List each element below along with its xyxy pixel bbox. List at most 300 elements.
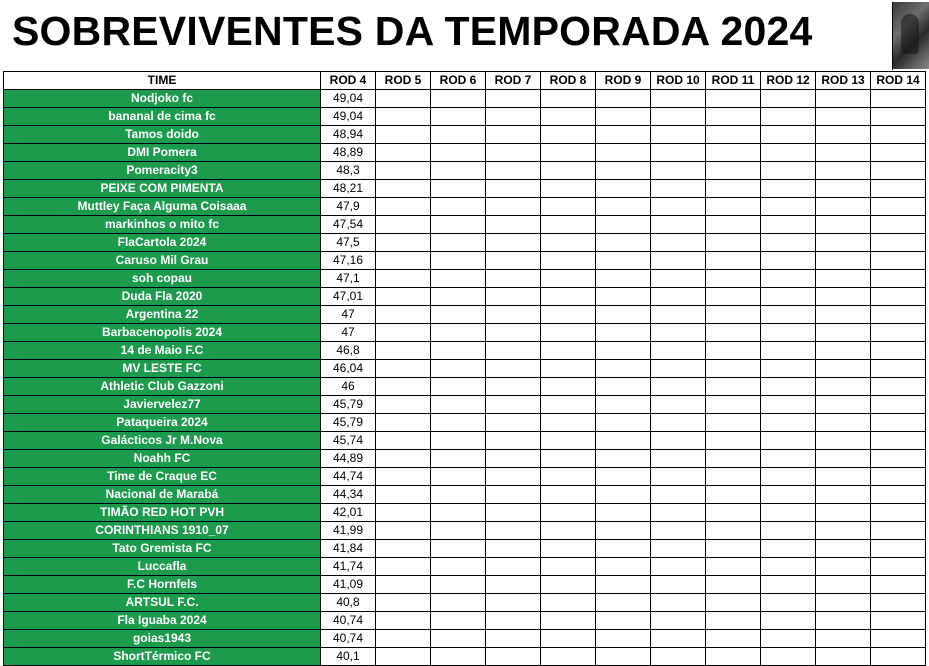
empty-score-cell[interactable] [761,126,816,144]
empty-score-cell[interactable] [376,180,431,198]
empty-score-cell[interactable] [651,612,706,630]
empty-score-cell[interactable] [871,504,926,522]
empty-score-cell[interactable] [706,252,761,270]
empty-score-cell[interactable] [596,108,651,126]
empty-score-cell[interactable] [541,378,596,396]
empty-score-cell[interactable] [431,378,486,396]
column-header-round[interactable]: ROD 7 [486,72,541,90]
rod4-score-cell[interactable]: 48,3 [321,162,376,180]
empty-score-cell[interactable] [596,198,651,216]
empty-score-cell[interactable] [431,252,486,270]
empty-score-cell[interactable] [706,180,761,198]
empty-score-cell[interactable] [431,306,486,324]
rod4-score-cell[interactable]: 40,1 [321,648,376,666]
rod4-score-cell[interactable]: 48,21 [321,180,376,198]
empty-score-cell[interactable] [431,324,486,342]
empty-score-cell[interactable] [486,378,541,396]
empty-score-cell[interactable] [486,468,541,486]
empty-score-cell[interactable] [376,630,431,648]
column-header-round[interactable]: ROD 5 [376,72,431,90]
empty-score-cell[interactable] [431,450,486,468]
empty-score-cell[interactable] [761,414,816,432]
empty-score-cell[interactable] [816,468,871,486]
empty-score-cell[interactable] [541,648,596,666]
empty-score-cell[interactable] [486,630,541,648]
empty-score-cell[interactable] [871,540,926,558]
empty-score-cell[interactable] [706,360,761,378]
rod4-score-cell[interactable]: 47,01 [321,288,376,306]
empty-score-cell[interactable] [541,324,596,342]
empty-score-cell[interactable] [871,612,926,630]
empty-score-cell[interactable] [706,504,761,522]
empty-score-cell[interactable] [596,126,651,144]
empty-score-cell[interactable] [651,648,706,666]
empty-score-cell[interactable] [486,306,541,324]
rod4-score-cell[interactable]: 47 [321,324,376,342]
team-name-cell[interactable]: Galácticos Jr M.Nova [4,432,321,450]
empty-score-cell[interactable] [706,324,761,342]
empty-score-cell[interactable] [596,252,651,270]
empty-score-cell[interactable] [651,270,706,288]
team-name-cell[interactable]: markinhos o mito fc [4,216,321,234]
empty-score-cell[interactable] [761,306,816,324]
column-header-round[interactable]: ROD 13 [816,72,871,90]
empty-score-cell[interactable] [651,216,706,234]
empty-score-cell[interactable] [486,90,541,108]
empty-score-cell[interactable] [871,342,926,360]
empty-score-cell[interactable] [376,360,431,378]
empty-score-cell[interactable] [816,522,871,540]
empty-score-cell[interactable] [816,648,871,666]
rod4-score-cell[interactable]: 47,16 [321,252,376,270]
empty-score-cell[interactable] [376,648,431,666]
empty-score-cell[interactable] [431,540,486,558]
empty-score-cell[interactable] [761,522,816,540]
empty-score-cell[interactable] [651,558,706,576]
empty-score-cell[interactable] [871,378,926,396]
empty-score-cell[interactable] [541,198,596,216]
empty-score-cell[interactable] [761,432,816,450]
empty-score-cell[interactable] [706,126,761,144]
empty-score-cell[interactable] [761,504,816,522]
rod4-score-cell[interactable]: 44,34 [321,486,376,504]
empty-score-cell[interactable] [376,252,431,270]
empty-score-cell[interactable] [431,630,486,648]
empty-score-cell[interactable] [376,162,431,180]
empty-score-cell[interactable] [431,198,486,216]
empty-score-cell[interactable] [541,630,596,648]
rod4-score-cell[interactable]: 46,04 [321,360,376,378]
empty-score-cell[interactable] [761,558,816,576]
rod4-score-cell[interactable]: 46 [321,378,376,396]
column-header-round[interactable]: ROD 8 [541,72,596,90]
empty-score-cell[interactable] [596,342,651,360]
empty-score-cell[interactable] [651,594,706,612]
empty-score-cell[interactable] [376,144,431,162]
empty-score-cell[interactable] [596,162,651,180]
empty-score-cell[interactable] [651,522,706,540]
empty-score-cell[interactable] [706,108,761,126]
empty-score-cell[interactable] [706,288,761,306]
empty-score-cell[interactable] [541,450,596,468]
empty-score-cell[interactable] [541,612,596,630]
empty-score-cell[interactable] [706,342,761,360]
empty-score-cell[interactable] [871,396,926,414]
empty-score-cell[interactable] [541,288,596,306]
empty-score-cell[interactable] [376,234,431,252]
empty-score-cell[interactable] [871,234,926,252]
empty-score-cell[interactable] [871,126,926,144]
rod4-score-cell[interactable]: 45,79 [321,414,376,432]
empty-score-cell[interactable] [651,288,706,306]
column-header-round[interactable]: ROD 14 [871,72,926,90]
empty-score-cell[interactable] [761,648,816,666]
empty-score-cell[interactable] [816,288,871,306]
empty-score-cell[interactable] [596,540,651,558]
column-header-round[interactable]: ROD 6 [431,72,486,90]
empty-score-cell[interactable] [541,504,596,522]
rod4-score-cell[interactable]: 47,5 [321,234,376,252]
rod4-score-cell[interactable]: 47,1 [321,270,376,288]
empty-score-cell[interactable] [486,270,541,288]
empty-score-cell[interactable] [816,558,871,576]
empty-score-cell[interactable] [376,378,431,396]
empty-score-cell[interactable] [541,342,596,360]
empty-score-cell[interactable] [651,180,706,198]
empty-score-cell[interactable] [486,522,541,540]
empty-score-cell[interactable] [541,540,596,558]
empty-score-cell[interactable] [541,144,596,162]
empty-score-cell[interactable] [706,558,761,576]
empty-score-cell[interactable] [376,396,431,414]
empty-score-cell[interactable] [376,522,431,540]
empty-score-cell[interactable] [816,360,871,378]
empty-score-cell[interactable] [486,342,541,360]
empty-score-cell[interactable] [486,252,541,270]
empty-score-cell[interactable] [431,468,486,486]
empty-score-cell[interactable] [816,504,871,522]
empty-score-cell[interactable] [541,306,596,324]
empty-score-cell[interactable] [486,558,541,576]
empty-score-cell[interactable] [871,594,926,612]
empty-score-cell[interactable] [816,306,871,324]
empty-score-cell[interactable] [541,576,596,594]
empty-score-cell[interactable] [706,396,761,414]
empty-score-cell[interactable] [376,90,431,108]
column-header-round[interactable]: ROD 11 [706,72,761,90]
empty-score-cell[interactable] [431,108,486,126]
empty-score-cell[interactable] [871,486,926,504]
empty-score-cell[interactable] [486,594,541,612]
empty-score-cell[interactable] [871,144,926,162]
rod4-score-cell[interactable]: 45,79 [321,396,376,414]
empty-score-cell[interactable] [651,306,706,324]
empty-score-cell[interactable] [651,396,706,414]
empty-score-cell[interactable] [761,378,816,396]
empty-score-cell[interactable] [706,90,761,108]
empty-score-cell[interactable] [761,630,816,648]
team-name-cell[interactable]: Argentina 22 [4,306,321,324]
empty-score-cell[interactable] [871,450,926,468]
empty-score-cell[interactable] [816,414,871,432]
empty-score-cell[interactable] [651,504,706,522]
empty-score-cell[interactable] [706,306,761,324]
rod4-score-cell[interactable]: 41,74 [321,558,376,576]
empty-score-cell[interactable] [431,486,486,504]
empty-score-cell[interactable] [651,198,706,216]
empty-score-cell[interactable] [541,234,596,252]
empty-score-cell[interactable] [486,576,541,594]
empty-score-cell[interactable] [871,360,926,378]
empty-score-cell[interactable] [431,576,486,594]
empty-score-cell[interactable] [651,414,706,432]
empty-score-cell[interactable] [486,414,541,432]
empty-score-cell[interactable] [816,612,871,630]
empty-score-cell[interactable] [871,90,926,108]
rod4-score-cell[interactable]: 49,04 [321,90,376,108]
empty-score-cell[interactable] [706,216,761,234]
empty-score-cell[interactable] [596,612,651,630]
empty-score-cell[interactable] [376,540,431,558]
column-header-round[interactable]: ROD 9 [596,72,651,90]
empty-score-cell[interactable] [486,216,541,234]
rod4-score-cell[interactable]: 44,89 [321,450,376,468]
empty-score-cell[interactable] [651,162,706,180]
empty-score-cell[interactable] [761,450,816,468]
empty-score-cell[interactable] [761,576,816,594]
empty-score-cell[interactable] [816,486,871,504]
empty-score-cell[interactable] [431,162,486,180]
team-name-cell[interactable]: F.C Hornfels [4,576,321,594]
rod4-score-cell[interactable]: 44,74 [321,468,376,486]
empty-score-cell[interactable] [596,594,651,612]
empty-score-cell[interactable] [541,90,596,108]
empty-score-cell[interactable] [651,252,706,270]
empty-score-cell[interactable] [651,234,706,252]
empty-score-cell[interactable] [376,576,431,594]
empty-score-cell[interactable] [596,576,651,594]
empty-score-cell[interactable] [816,126,871,144]
empty-score-cell[interactable] [816,144,871,162]
team-name-cell[interactable]: MV LESTE FC [4,360,321,378]
empty-score-cell[interactable] [541,432,596,450]
empty-score-cell[interactable] [816,252,871,270]
empty-score-cell[interactable] [871,180,926,198]
empty-score-cell[interactable] [761,90,816,108]
empty-score-cell[interactable] [651,468,706,486]
empty-score-cell[interactable] [816,378,871,396]
empty-score-cell[interactable] [651,630,706,648]
team-name-cell[interactable]: Nacional de Marabá [4,486,321,504]
empty-score-cell[interactable] [431,144,486,162]
empty-score-cell[interactable] [541,522,596,540]
empty-score-cell[interactable] [541,558,596,576]
empty-score-cell[interactable] [871,630,926,648]
team-name-cell[interactable]: Time de Craque EC [4,468,321,486]
rod4-score-cell[interactable]: 49,04 [321,108,376,126]
empty-score-cell[interactable] [596,270,651,288]
empty-score-cell[interactable] [486,486,541,504]
empty-score-cell[interactable] [871,252,926,270]
empty-score-cell[interactable] [651,360,706,378]
empty-score-cell[interactable] [816,396,871,414]
team-name-cell[interactable]: Luccafla [4,558,321,576]
empty-score-cell[interactable] [816,108,871,126]
empty-score-cell[interactable] [431,414,486,432]
empty-score-cell[interactable] [871,306,926,324]
empty-score-cell[interactable] [376,414,431,432]
empty-score-cell[interactable] [431,522,486,540]
team-name-cell[interactable]: Pataqueira 2024 [4,414,321,432]
empty-score-cell[interactable] [431,342,486,360]
empty-score-cell[interactable] [431,612,486,630]
empty-score-cell[interactable] [706,432,761,450]
team-name-cell[interactable]: Athletic Club Gazzoni [4,378,321,396]
empty-score-cell[interactable] [871,198,926,216]
empty-score-cell[interactable] [486,108,541,126]
empty-score-cell[interactable] [376,108,431,126]
empty-score-cell[interactable] [706,648,761,666]
empty-score-cell[interactable] [651,108,706,126]
empty-score-cell[interactable] [871,576,926,594]
empty-score-cell[interactable] [486,360,541,378]
empty-score-cell[interactable] [651,576,706,594]
empty-score-cell[interactable] [486,162,541,180]
team-name-cell[interactable]: Duda Fla 2020 [4,288,321,306]
empty-score-cell[interactable] [376,342,431,360]
empty-score-cell[interactable] [651,486,706,504]
empty-score-cell[interactable] [596,324,651,342]
empty-score-cell[interactable] [596,378,651,396]
empty-score-cell[interactable] [816,540,871,558]
empty-score-cell[interactable] [761,486,816,504]
empty-score-cell[interactable] [431,234,486,252]
team-name-cell[interactable]: CORINTHIANS 1910_07 [4,522,321,540]
empty-score-cell[interactable] [431,648,486,666]
rod4-score-cell[interactable]: 41,99 [321,522,376,540]
empty-score-cell[interactable] [596,414,651,432]
rod4-score-cell[interactable]: 45,74 [321,432,376,450]
empty-score-cell[interactable] [761,270,816,288]
team-name-cell[interactable]: Caruso Mil Grau [4,252,321,270]
empty-score-cell[interactable] [761,108,816,126]
rod4-score-cell[interactable]: 47 [321,306,376,324]
team-name-cell[interactable]: soh copau [4,270,321,288]
team-name-cell[interactable]: Javiervelez77 [4,396,321,414]
empty-score-cell[interactable] [431,126,486,144]
empty-score-cell[interactable] [706,378,761,396]
empty-score-cell[interactable] [761,324,816,342]
empty-score-cell[interactable] [706,144,761,162]
empty-score-cell[interactable] [871,414,926,432]
empty-score-cell[interactable] [431,594,486,612]
empty-score-cell[interactable] [486,432,541,450]
empty-score-cell[interactable] [706,522,761,540]
empty-score-cell[interactable] [816,576,871,594]
empty-score-cell[interactable] [871,288,926,306]
empty-score-cell[interactable] [431,288,486,306]
team-name-cell[interactable]: TIMÃO RED HOT PVH [4,504,321,522]
empty-score-cell[interactable] [431,558,486,576]
empty-score-cell[interactable] [541,486,596,504]
empty-score-cell[interactable] [596,360,651,378]
empty-score-cell[interactable] [541,162,596,180]
empty-score-cell[interactable] [761,252,816,270]
empty-score-cell[interactable] [376,612,431,630]
empty-score-cell[interactable] [596,504,651,522]
empty-score-cell[interactable] [761,468,816,486]
team-name-cell[interactable]: Pomeracity3 [4,162,321,180]
empty-score-cell[interactable] [486,648,541,666]
empty-score-cell[interactable] [651,144,706,162]
team-name-cell[interactable]: goias1943 [4,630,321,648]
empty-score-cell[interactable] [761,396,816,414]
empty-score-cell[interactable] [651,90,706,108]
empty-score-cell[interactable] [431,504,486,522]
column-header-round[interactable]: ROD 10 [651,72,706,90]
empty-score-cell[interactable] [541,594,596,612]
empty-score-cell[interactable] [651,324,706,342]
rod4-score-cell[interactable]: 47,9 [321,198,376,216]
rod4-score-cell[interactable]: 42,01 [321,504,376,522]
empty-score-cell[interactable] [541,396,596,414]
empty-score-cell[interactable] [706,450,761,468]
empty-score-cell[interactable] [816,180,871,198]
empty-score-cell[interactable] [376,288,431,306]
empty-score-cell[interactable] [596,144,651,162]
empty-score-cell[interactable] [431,270,486,288]
empty-score-cell[interactable] [761,180,816,198]
empty-score-cell[interactable] [486,504,541,522]
empty-score-cell[interactable] [596,180,651,198]
empty-score-cell[interactable] [706,576,761,594]
empty-score-cell[interactable] [761,612,816,630]
empty-score-cell[interactable] [486,540,541,558]
empty-score-cell[interactable] [541,414,596,432]
column-header-round[interactable]: ROD 12 [761,72,816,90]
empty-score-cell[interactable] [816,342,871,360]
empty-score-cell[interactable] [541,360,596,378]
empty-score-cell[interactable] [761,342,816,360]
rod4-score-cell[interactable]: 40,74 [321,612,376,630]
empty-score-cell[interactable] [816,234,871,252]
empty-score-cell[interactable] [376,432,431,450]
empty-score-cell[interactable] [651,540,706,558]
empty-score-cell[interactable] [376,450,431,468]
empty-score-cell[interactable] [761,162,816,180]
empty-score-cell[interactable] [706,594,761,612]
empty-score-cell[interactable] [816,432,871,450]
empty-score-cell[interactable] [376,594,431,612]
rod4-score-cell[interactable]: 48,89 [321,144,376,162]
empty-score-cell[interactable] [816,594,871,612]
empty-score-cell[interactable] [596,450,651,468]
empty-score-cell[interactable] [761,288,816,306]
empty-score-cell[interactable] [486,450,541,468]
empty-score-cell[interactable] [596,486,651,504]
empty-score-cell[interactable] [816,324,871,342]
empty-score-cell[interactable] [486,612,541,630]
empty-score-cell[interactable] [706,414,761,432]
empty-score-cell[interactable] [596,234,651,252]
empty-score-cell[interactable] [871,522,926,540]
team-name-cell[interactable]: ShortTérmico FC [4,648,321,666]
empty-score-cell[interactable] [706,234,761,252]
empty-score-cell[interactable] [761,540,816,558]
team-name-cell[interactable]: Nodjoko fc [4,90,321,108]
empty-score-cell[interactable] [596,432,651,450]
team-name-cell[interactable]: bananal de cima fc [4,108,321,126]
